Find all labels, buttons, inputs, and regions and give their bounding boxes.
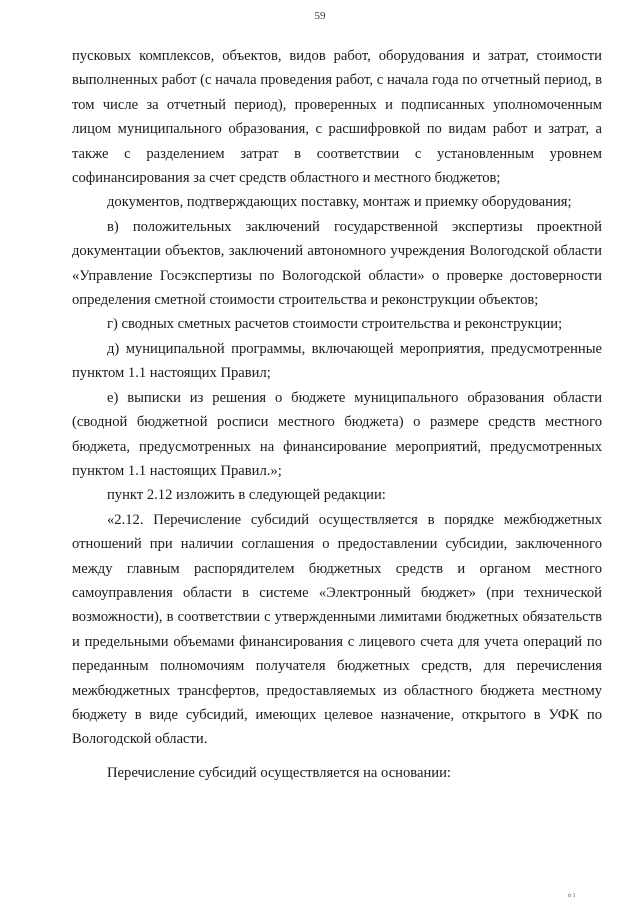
paragraph-municipal-program: д) муниципальной программы, включающей мероприятия, предусмотренные пунктом 1.1 настоящих Правил;: [72, 340, 602, 382]
document-body: [72, 44, 602, 785]
paragraph-budget-extract: е) выписки из решения о бюджете муниципального образования области (сводной бюджетной росписи местного бюджета) о размере средств местного бюджета, предусмотренных на финансирование мероприятий, предусмотренных пунктом 1.1 настоящих Правил.»;: [72, 389, 602, 479]
footer-mark: ń 1: [568, 893, 576, 899]
paragraph-equipment-docs: документов, подтверждающих поставку, монтаж и приемку оборудования;: [107, 194, 572, 211]
paragraph-estimate-calculations: г) сводных сметных расчетов стоимости строительства и реконструкции;: [107, 316, 563, 333]
paragraph-transfer-basis: Перечисление субсидий осуществляется на основании:: [107, 764, 451, 781]
paragraph-amend-2-12: пункт 2.12 изложить в следующей редакции:: [107, 487, 386, 504]
paragraph-clause-2-12: «2.12. Перечисление субсидий осуществляется в порядке межбюджетных отношений при наличии соглашения о предоставлении субсидии, заключенного между главным распорядителем бюджетных средств и органом местного самоуправления области в системе «Электронный бюджет» (при технической возможности), в соответствии с утвержденными лимитами бюджетных обязательств и предельными объемами финансирования с лицевого счета для учета операций по переданным полномочиям получателя бюджетных средств, для перечисления межбюджетных трансфертов, предоставляемых из областного бюджета местному бюджету в виде субсидий, имеющих целевое назначение, открытого в УФК по Вологодской области.: [72, 511, 602, 748]
paragraph-work-costs: пусковых комплексов, объектов, видов работ, оборудования и затрат, стоимости выполненных работ (с начала проведения работ, с начала года по отчетный период, в том числе за отчетный период), проверенных и подписанных уполномоченным лицом муниципального образования, с расшифровкой по видам работ и затрат, а также с разделением затрат в соответствии с установленным уровнем софинансирования за счет средств областного и местного бюджетов;: [72, 48, 602, 187]
paragraph-expertise-conclusions: в) положительных заключений государственной экспертизы проектной документации объектов, заключений автономного учреждения Вологодской области «Управление Госэкспертизы по Вологодской области» о проверке достоверности определения сметной стоимости строительства и реконструкции объектов;: [72, 218, 602, 309]
page-number: 59: [314, 10, 326, 22]
